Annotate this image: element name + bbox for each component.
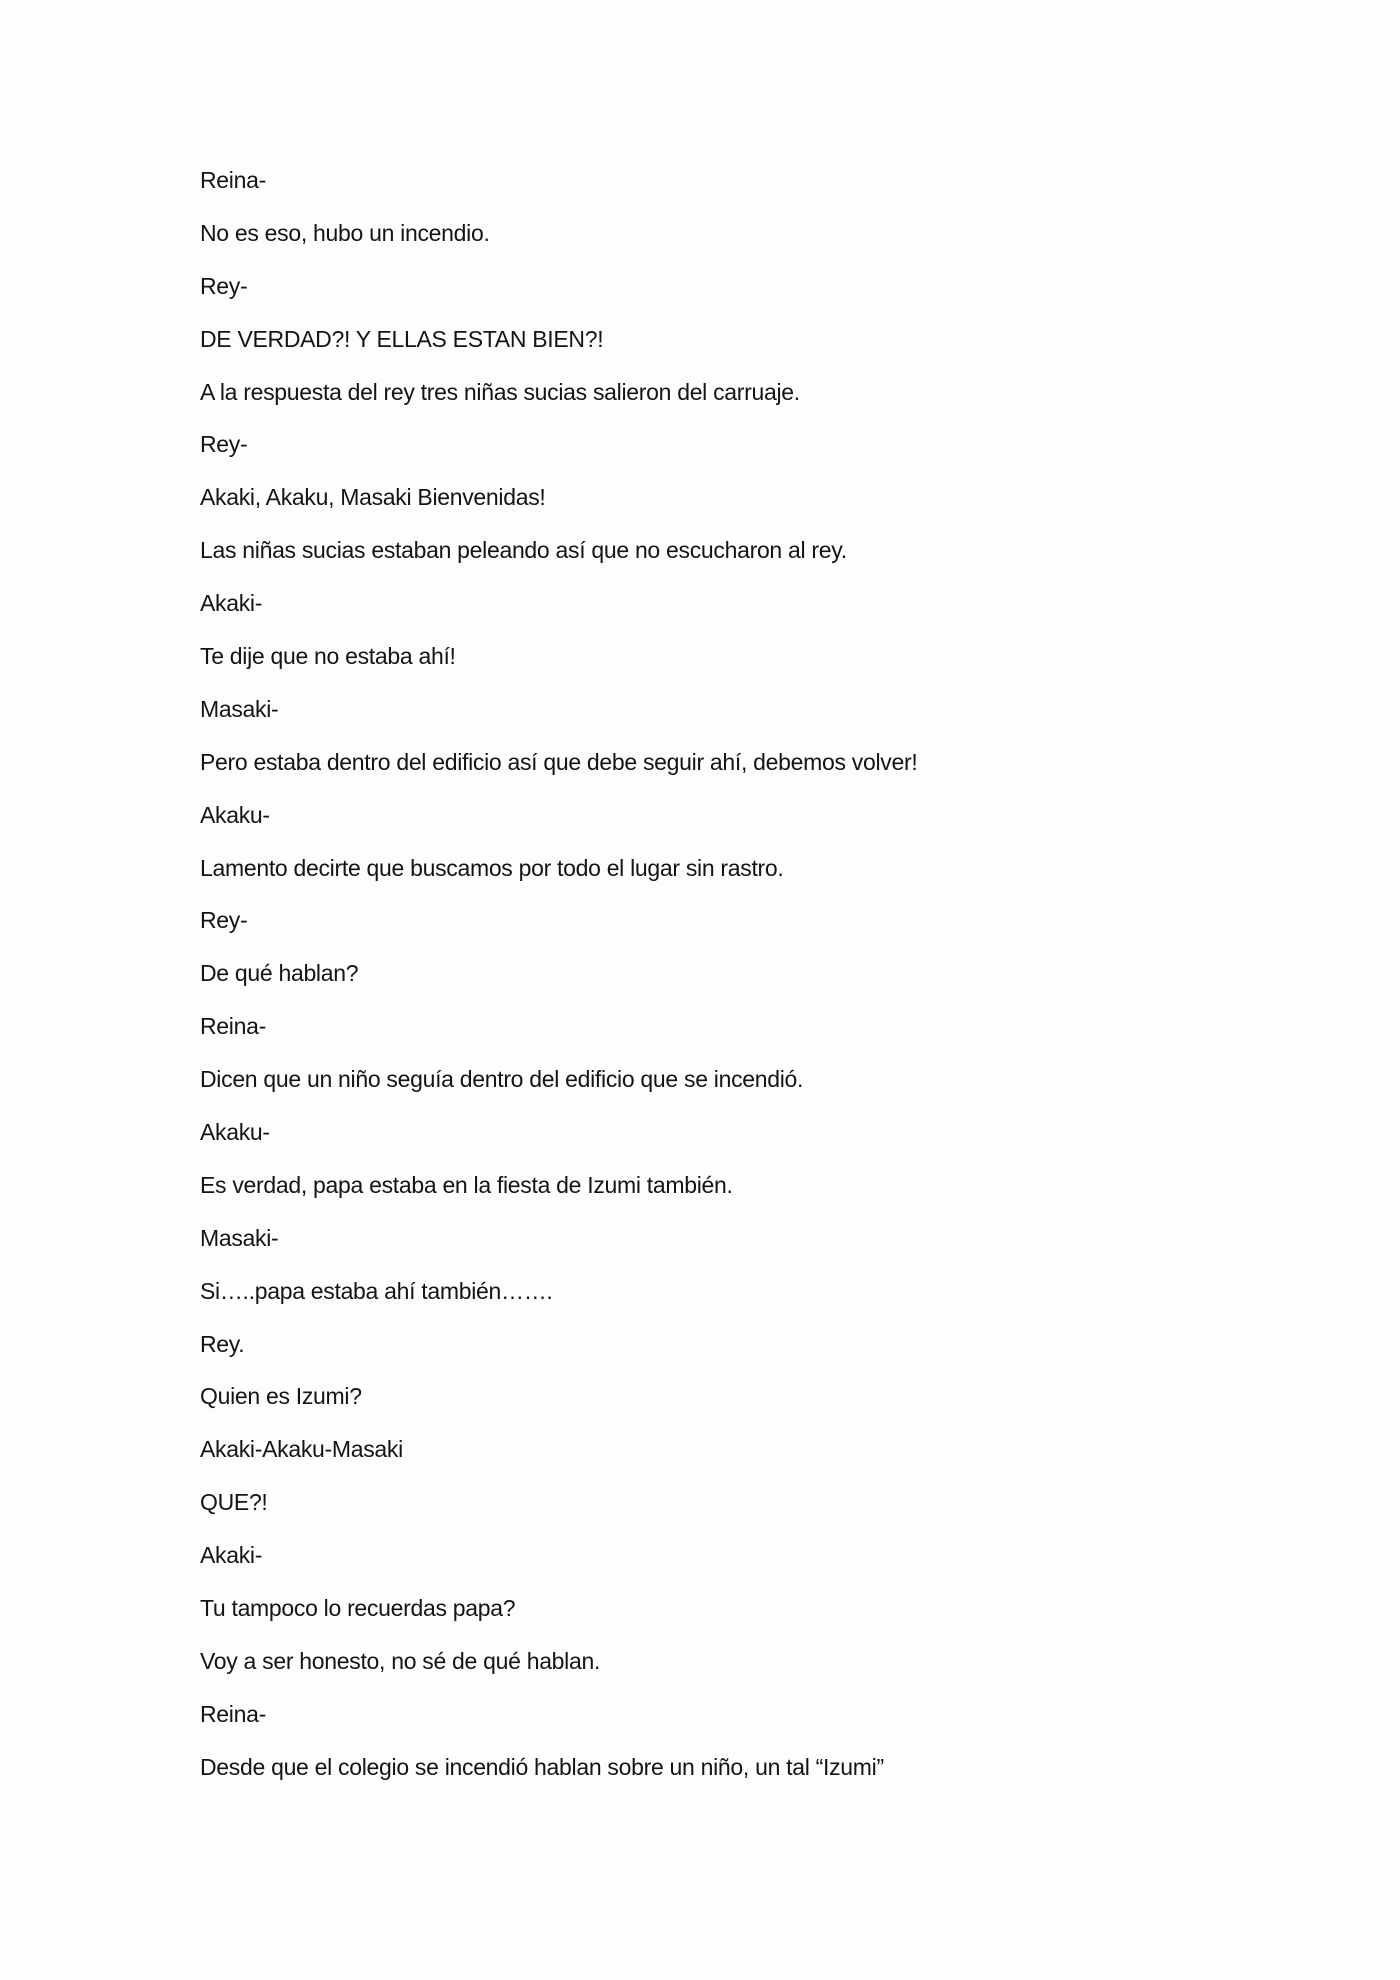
dialogue-line: Akaku- (200, 1119, 270, 1146)
dialogue-line: Rey- (200, 272, 248, 299)
dialogue-line: QUE?! (200, 1489, 268, 1516)
dialogue-line: Reina- (200, 1700, 266, 1727)
dialogue-line: Akaki-Akaku-Masaki (200, 1436, 403, 1463)
dialogue-line: Voy a ser honesto, no sé de qué hablan. (200, 1647, 601, 1674)
dialogue-line: Te dije que no estaba ahí! (200, 643, 456, 670)
dialogue-line: Rey- (200, 907, 248, 934)
dialogue-line: Si…..papa estaba ahí también……. (200, 1277, 553, 1304)
dialogue-line: Reina- (200, 167, 266, 193)
dialogue-line: No es eso, hubo un incendio. (200, 219, 490, 246)
dialogue-line: Quien es Izumi? (200, 1383, 362, 1410)
dialogue-line: Akaku- (200, 801, 270, 828)
dialogue-line: Akaki- (200, 1542, 263, 1569)
dialogue-line: Akaki, Akaku, Masaki Bienvenidas! (200, 484, 546, 511)
dialogue-line: Las niñas sucias estaban peleando así que no escucharon al rey. (200, 537, 847, 564)
dialogue-line: Dicen que un niño seguía dentro del edificio que se incendió. (200, 1066, 804, 1093)
dialogue-lines (200, 160, 1250, 1800)
dialogue-line: A la respuesta del rey tres niñas sucias salieron del carruaje. (200, 378, 800, 405)
dialogue-line: Rey. (200, 1330, 245, 1357)
dialogue-line: Lamento decirte que buscamos por todo el lugar sin rastro. (200, 854, 784, 881)
dialogue-line: Pero estaba dentro del edificio así que debe seguir ahí, debemos volver! (200, 748, 918, 775)
dialogue-line: Akaki- (200, 590, 263, 617)
dialogue-line: Reina- (200, 1013, 266, 1040)
dialogue-line: Masaki- (200, 695, 279, 722)
dialogue-line: Es verdad, papa estaba en la fiesta de Izumi también. (200, 1171, 733, 1198)
dialogue-line: Rey- (200, 431, 248, 458)
dialogue-line: Tu tampoco lo recuerdas papa? (200, 1595, 516, 1622)
dialogue-line: Desde que el colegio se incendió hablan sobre un niño, un tal “Izumi” (200, 1753, 884, 1780)
dialogue-line: Masaki- (200, 1224, 279, 1251)
dialogue-line: DE VERDAD?! Y ELLAS ESTAN BIEN?! (200, 325, 604, 352)
dialogue-line: De qué hablan? (200, 960, 359, 987)
